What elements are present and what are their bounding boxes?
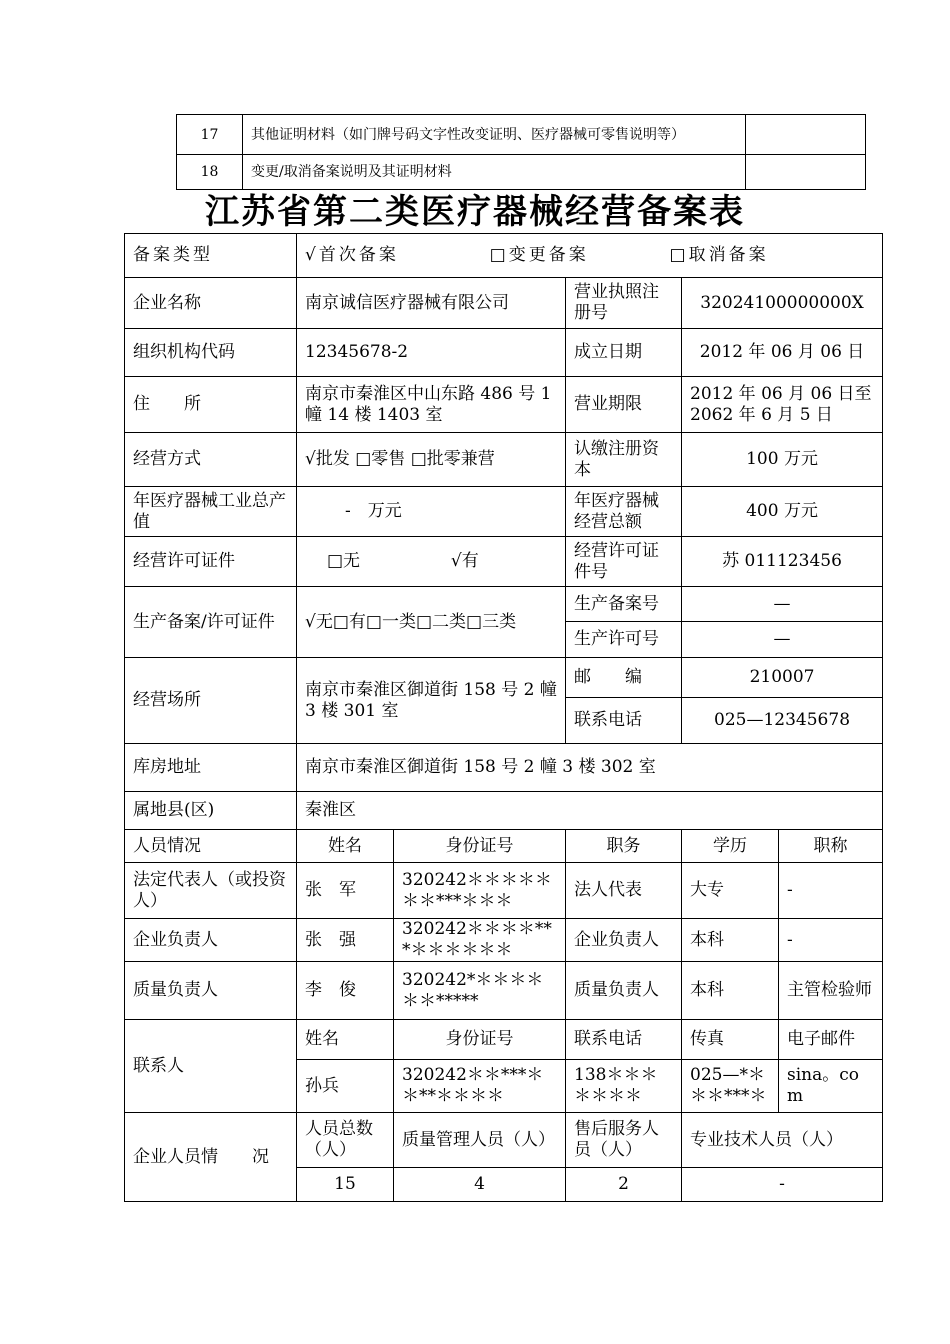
- cancel-filing-option[interactable]: □取消备案: [669, 245, 769, 265]
- page-title: 江苏省第二类医疗器械经营备案表: [205, 192, 745, 232]
- person-education: 大专: [682, 863, 779, 919]
- contact-fax: 025—*＊＊＊***＊: [682, 1060, 779, 1113]
- personnel-header-id: 身份证号: [394, 830, 566, 863]
- person-education: 本科: [682, 962, 779, 1020]
- business-term-label: 营业期限: [566, 377, 682, 433]
- contact-id: 320242＊＊***＊＊**＊＊＊＊: [394, 1060, 566, 1113]
- staff-quality-value: 4: [394, 1168, 566, 1202]
- person-role: 企业负责人: [125, 919, 297, 962]
- postal-code-label: 邮 编: [566, 658, 682, 698]
- person-id: 320242＊＊＊＊***＊＊＊＊＊＊: [394, 919, 566, 962]
- row-extra: [746, 155, 866, 190]
- contact-name: 孙兵: [297, 1060, 394, 1113]
- license-options: [297, 537, 566, 587]
- contact-header-fax: 传真: [682, 1020, 779, 1060]
- personnel-label: 人员情况: [125, 830, 297, 863]
- table-row: [125, 863, 883, 919]
- contact-email: sina。com: [779, 1060, 883, 1113]
- business-term-value: 2012 年 06 月 06 日至 2062 年 6 月 5 日: [682, 377, 883, 433]
- production-permit-label: 生产许可号: [566, 622, 682, 658]
- filing-form-table: [124, 233, 883, 1202]
- address-label: 住 所: [125, 377, 297, 433]
- person-title: 质量负责人: [566, 962, 682, 1020]
- attachment-row: [177, 115, 866, 155]
- production-filing-label: 生产备案号: [566, 587, 682, 622]
- contact-header-phone: 联系电话: [566, 1020, 682, 1060]
- staff-label: 企业人员情 况: [125, 1113, 297, 1202]
- staff-total-value: 15: [297, 1168, 394, 1202]
- contact-phone: 138＊＊＊＊＊＊＊: [566, 1060, 682, 1113]
- staff-header-technical: 专业技术人员（人）: [682, 1113, 883, 1168]
- person-id: 320242＊＊＊＊＊＊＊***＊＊＊: [394, 863, 566, 919]
- contact-header-email: 电子邮件: [779, 1020, 883, 1060]
- established-date-label: 成立日期: [566, 329, 682, 377]
- person-role: 质量负责人: [125, 962, 297, 1020]
- row-number: 18: [177, 155, 243, 190]
- business-license-value: 32024100000000X: [682, 278, 883, 329]
- business-license-label: 营业执照注册号: [566, 278, 682, 329]
- annual-sales-value: 400 万元: [682, 487, 883, 537]
- address-value: 南京市秦淮区中山东路 486 号 1 幢 14 楼 1403 室: [297, 377, 566, 433]
- staff-header-service: 售后服务人员（人）: [566, 1113, 682, 1168]
- row-text: 变更/取消备案说明及其证明材料: [243, 155, 746, 190]
- license-label: 经营许可证件: [125, 537, 297, 587]
- license-number-value: 苏 011123456: [682, 537, 883, 587]
- change-filing-option[interactable]: □变更备案: [489, 245, 589, 265]
- personnel-header-education: 学历: [682, 830, 779, 863]
- row-extra: [746, 115, 866, 155]
- first-filing-option[interactable]: √首次备案: [305, 245, 399, 265]
- row-text: 其他证明材料（如门牌号码文字性改变证明、医疗器械可零售说明等）: [243, 115, 746, 155]
- company-name-label: 企业名称: [125, 278, 297, 329]
- company-name-value: 南京诚信医疗器械有限公司: [297, 278, 566, 329]
- industrial-output-value: - 万元: [297, 487, 566, 537]
- county-label: 属地县(区): [125, 792, 297, 830]
- personnel-header-rank: 职称: [779, 830, 883, 863]
- premises-label: 经营场所: [125, 658, 297, 744]
- row-number: 17: [177, 115, 243, 155]
- production-permit-value: —: [682, 622, 883, 658]
- person-role: 法定代表人（或投资人）: [125, 863, 297, 919]
- license-number-label: 经营许可证件号: [566, 537, 682, 587]
- warehouse-label: 库房地址: [125, 744, 297, 792]
- premises-value: 南京市秦淮区御道街 158 号 2 幢 3 楼 301 室: [297, 658, 566, 744]
- production-value: √无□有□一类□二类□三类: [297, 587, 566, 658]
- personnel-header-name: 姓名: [297, 830, 394, 863]
- established-date-value: 2012 年 06 月 06 日: [682, 329, 883, 377]
- table-row: [125, 962, 883, 1020]
- person-education: 本科: [682, 919, 779, 962]
- person-id: 320242*＊＊＊＊＊＊*****: [394, 962, 566, 1020]
- license-yes-option[interactable]: √有: [450, 551, 479, 571]
- personnel-header-title: 职务: [566, 830, 682, 863]
- annual-sales-label: 年医疗器械经营总额: [566, 487, 682, 537]
- postal-code-value: 210007: [682, 658, 883, 698]
- warehouse-value: 南京市秦淮区御道街 158 号 2 幢 3 楼 302 室: [297, 744, 883, 792]
- staff-header-total: 人员总数（人）: [297, 1113, 394, 1168]
- person-title: 法人代表: [566, 863, 682, 919]
- license-none-option[interactable]: □无: [327, 551, 361, 571]
- person-rank: 主管检验师: [779, 962, 883, 1020]
- filing-type-label: 备案类型: [125, 234, 297, 278]
- business-mode-value: √批发 □零售 □批零兼营: [297, 433, 566, 487]
- industrial-output-label: 年医疗器械工业总产值: [125, 487, 297, 537]
- org-code-label: 组织机构代码: [125, 329, 297, 377]
- contact-header-id: 身份证号: [394, 1020, 566, 1060]
- registered-capital-value: 100 万元: [682, 433, 883, 487]
- person-rank: -: [779, 919, 883, 962]
- contact-phone-label: 联系电话: [566, 698, 682, 744]
- attachment-list-table: [176, 114, 866, 190]
- staff-service-value: 2: [566, 1168, 682, 1202]
- attachment-row: [177, 155, 866, 190]
- person-name: 张 强: [297, 919, 394, 962]
- staff-technical-value: -: [682, 1168, 883, 1202]
- contact-header-name: 姓名: [297, 1020, 394, 1060]
- staff-header-quality: 质量管理人员（人）: [394, 1113, 566, 1168]
- org-code-value: 12345678-2: [297, 329, 566, 377]
- filing-type-options: [297, 234, 883, 278]
- registered-capital-label: 认缴注册资本: [566, 433, 682, 487]
- table-row: [125, 919, 883, 962]
- person-title: 企业负责人: [566, 919, 682, 962]
- person-name: 李 俊: [297, 962, 394, 1020]
- person-name: 张 军: [297, 863, 394, 919]
- contact-phone-value: 025—12345678: [682, 698, 883, 744]
- production-label: 生产备案/许可证件: [125, 587, 297, 658]
- contact-person-label: 联系人: [125, 1020, 297, 1113]
- business-mode-label: 经营方式: [125, 433, 297, 487]
- county-value: 秦淮区: [297, 792, 883, 830]
- production-filing-value: —: [682, 587, 883, 622]
- person-rank: -: [779, 863, 883, 919]
